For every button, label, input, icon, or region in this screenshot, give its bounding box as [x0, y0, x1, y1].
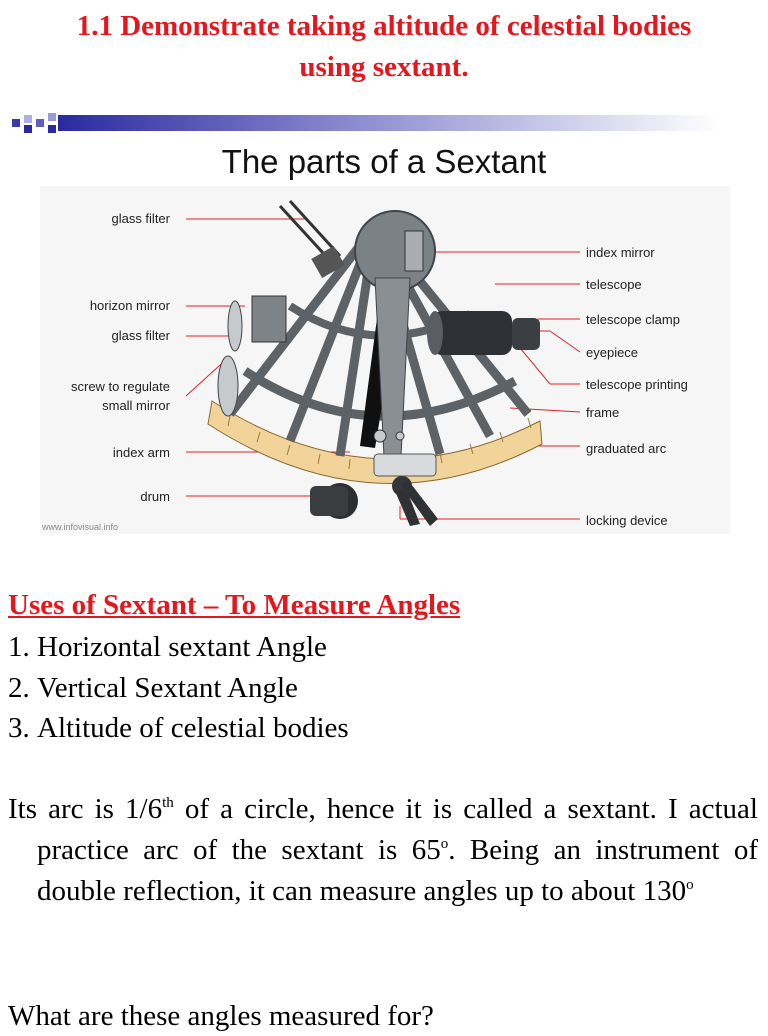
label-eyepiece: eyepiece	[586, 345, 639, 360]
label-telescope-printing: telescope printing	[586, 377, 688, 392]
figure-credit: www.infovisual.info	[42, 522, 119, 532]
uses-list	[8, 627, 349, 749]
label-locking-device: locking device	[586, 513, 668, 528]
figure-heading: The parts of a Sextant	[221, 143, 547, 180]
decorative-gradient-bar	[12, 111, 720, 135]
list-item-number: 1.	[8, 631, 30, 663]
label-frame: frame	[586, 405, 620, 420]
slide-title-line-2: using sextant.	[299, 51, 469, 83]
list-item-text: Vertical Sextant Angle	[37, 671, 298, 704]
label-glass-filter-bottom: glass filter	[111, 328, 170, 343]
list-item-text: Horizontal sextant Angle	[37, 631, 327, 663]
label-graduated-arc: graduated arc	[586, 441, 667, 456]
sextant-description-paragraph	[8, 789, 758, 912]
label-screw-to-regulate: screw to regulate	[71, 379, 170, 394]
label-horizon-mirror: horizon mirror	[89, 298, 170, 313]
uses-heading: Uses of Sextant – To Measure Angles	[8, 589, 461, 621]
paragraph-superscript-degree-1: o	[440, 836, 449, 852]
list-item	[8, 668, 349, 709]
label-index-arm: index arm	[112, 445, 170, 460]
sextant-diagram	[40, 186, 730, 534]
paragraph-text-3: . Being an instrument of double reflection, it can measure angles up to about 130	[37, 834, 758, 907]
slide-title	[0, 6, 768, 88]
label-glass-filter-top: glass filter	[111, 211, 170, 226]
list-item-text: Altitude of celestial bodies	[37, 712, 349, 744]
label-small-mirror: small mirror	[102, 398, 170, 413]
label-telescope-clamp: telescope clamp	[586, 312, 680, 327]
slide-title-line-1: 1.1 Demonstrate taking altitude of celestial bodies	[76, 10, 692, 42]
paragraph-superscript-degree-2: o	[686, 877, 694, 893]
paragraph-text-2: of a circle, hence it is called a sextant. I actual practice arc of the sextant is 65	[37, 793, 758, 866]
paragraph-text-1: Its arc is 1/6	[8, 793, 163, 825]
label-drum: drum	[140, 489, 170, 504]
label-telescope: telescope	[586, 277, 642, 292]
question-text: What are these angles measured for?	[8, 1000, 434, 1032]
list-item-number: 3.	[8, 712, 30, 744]
list-item-number: 2.	[8, 671, 30, 704]
paragraph-superscript-th: th	[162, 795, 174, 811]
label-index-mirror: index mirror	[586, 245, 655, 260]
list-item	[8, 627, 349, 668]
list-item	[8, 708, 349, 749]
